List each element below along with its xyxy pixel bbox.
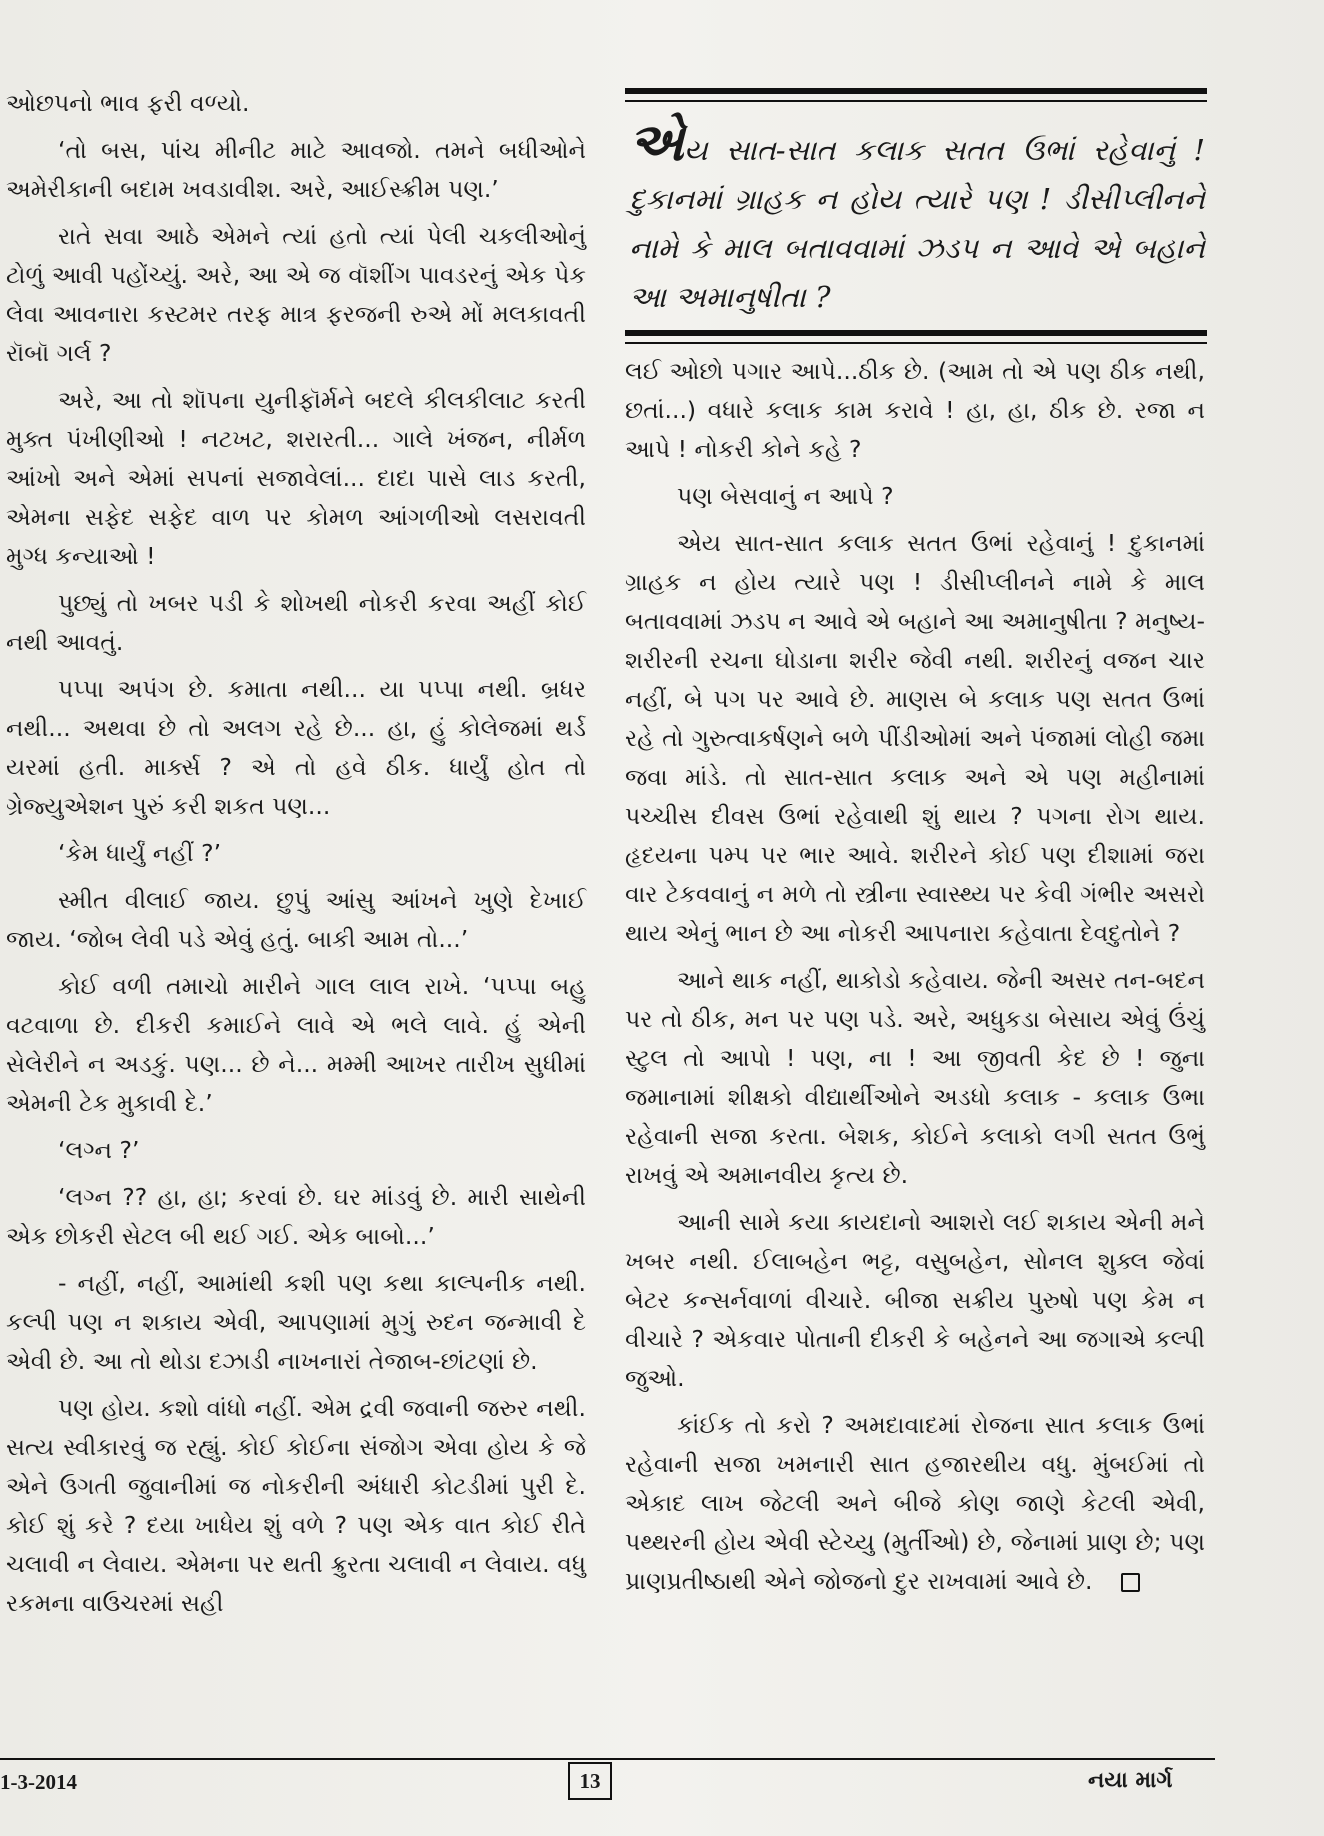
paragraph: લઈ ઓછો પગાર આપે...ઠીક છે. (આમ તો એ પણ ઠીક નથી, છતાં...) વધારે કલાક કામ કરાવે ! હા, હા, ઠીક છે. રજા ન આપે ! નોકરી કોને કહે ? — [625, 357, 1205, 463]
pull-quote-top-rule — [625, 88, 1207, 102]
page-footer — [0, 1752, 1324, 1812]
paragraph: પપ્પા અપંગ છે. કમાતા નથી... યા પપ્પા નથી. બ્રધર નથી... અથવા છે તો અલગ રહે છે... હા, હું કોલેજમાં થર્ડ યરમાં હતી. માર્ક્સ ? એ તો હવે ઠીક. ધાર્યું હોત તો ગ્રેજ્યુએશન પુરું કરી શકત પણ... — [6, 675, 586, 820]
pull-quote-body: ય સાત-સાત કલાક સતત ઉભાં રહેવાનું ! દુકાનમાં ગ્રાહક ન હોય ત્યારે પણ ! ડીસીપ્લીનને નામે કે માલ બતાવવામાં ઝડપ ન આવે એ બહાને આ અમાનુષીતા ? — [629, 133, 1205, 314]
paragraph-text: કાંઈક તો કરો ? અમદાવાદમાં રોજના સાત કલાક ઉભાં રહેવાની સજા ખમનારી સાત હજારથીય વધુ. મુંબઈમાં તો એકાદ લાખ જેટલી અને બીજે કોણ જાણે કેટલી એવી, પથ્થરની હોય એવી સ્ટેચ્યુ (મુર્તીઓ) છે, જેનામાં પ્રાણ છે; પણ પ્રાણપ્રતીષ્ઠાથી એને જોજનો દુર રાખવામાં આવે છે. — [625, 1411, 1205, 1595]
left-column — [6, 84, 586, 1631]
paragraph: ઓછપનો ભાવ ફરી વળ્યો. — [6, 89, 250, 117]
issue-date: 1-3-2014 — [0, 1770, 77, 1794]
magazine-name: નયા માર્ગ — [1088, 1768, 1173, 1793]
paragraph: - નહીં, નહીં, આમાંથી કશી પણ કથા કાલ્પનીક નથી. કલ્પી પણ ન શકાય એવી, આપણામાં મુગું રુદન જન્માવી દે એવી છે. આ તો થોડા દઝાડી નાખનારાં તેજાબ-છાંટણાં છે. — [6, 1269, 586, 1375]
paragraph: ‘તો બસ, પાંચ મીનીટ માટે આવજો. તમને બધીઓને અમેરીકાની બદામ ખવડાવીશ. અરે, આઈસ્ક્રીમ પણ.’ — [6, 136, 586, 203]
paragraph: અરે, આ તો શૉપના યુનીફૉર્મને બદલે કીલકીલાટ કરતી મુક્ત પંખીણીઓ ! નટખટ, શરારતી... ગાલે ખંજન, નીર્મળ આંખો અને એમાં સપનાં સજાવેલાં... દાદા પાસે લાડ કરતી, એમના સફેદ સફેદ વાળ પર કોમળ આંગળીઓ લસરાવતી મુગ્ધ કન્યાઓ ! — [6, 386, 586, 570]
pull-quote-initial: એ — [629, 112, 684, 173]
paragraph: ‘લગ્ન ?’ — [58, 1136, 140, 1164]
pull-quote-bottom-rule — [625, 330, 1207, 344]
paragraph: આને થાક નહીં, થાકોડો કહેવાય. જેની અસર તન-બદન પર તો ઠીક, મન પર પણ પડે. અરે, અધુકડા બેસાય એવું ઉંચું સ્ટુલ તો આપો ! પણ, ના ! આ જીવતી કેદ છે ! જુના જમાનામાં શીક્ષકો વીદ્યાર્થીઓને અડધો કલાક - કલાક ઉભા રહેવાની સજા કરતા. બેશક, કોઈને કલાકો લગી સતત ઉભું રાખવું એ અમાનવીય કૃત્ય છે. — [625, 966, 1205, 1189]
paragraph: ‘લગ્ન ?? હા, હા; કરવાં છે. ઘર માંડવું છે. મારી સાથેની એક છોકરી સેટલ બી થઈ ગઈ. એક બાબો...’ — [6, 1183, 586, 1250]
paragraph: ‘કેમ ધાર્યું નહીં ?’ — [58, 839, 222, 867]
paragraph: રાતે સવા આઠે એમને ત્યાં હતો ત્યાં પેલી ચકલીઓનું ટોળું આવી પહોંચ્યું. અરે, આ એ જ વૉશીંગ પાવડરનું એક પેક લેવા આવનારા કસ્ટમર તરફ માત્ર ફરજની રુએ મોં મલકાવતી રૉબૉ ગર્લ ? — [6, 222, 586, 367]
paragraph: એય સાત-સાત કલાક સતત ઉભાં રહેવાનું ! દુકાનમાં ગ્રાહક ન હોય ત્યારે પણ ! ડીસીપ્લીનને નામે કે માલ બતાવવામાં ઝડપ ન આવે એ બહાને આ અમાનુષીતા ? મનુષ્ય- શરીરની રચના ઘોડાના શરીર જેવી નથી. શરીરનું વજન ચાર નહીં, બે પગ પર આવે છે. માણસ બે કલાક પણ સતત ઉભાં રહે તો ગુરુત્વાકર્ષણને બળે પીંડીઓમાં અને પંજામાં લોહી જમા જવા માંડે. તો સાત-સાત કલાક અને એ પણ મહીનામાં પચ્ચીસ દીવસ ઉભાં રહેવાથી શું થાય ? પગના રોગ થાય. હૃદયના પમ્પ પર ભાર આવે. શરીરને કોઈ પણ દીશામાં જરા વાર ટેકવવાનું ન મળે તો સ્ત્રીના સ્વાસ્થ્ય પર કેવી ગંભીર અસરો થાય એનું ભાન છે આ નોકરી આપનારા કહેવાતા દેવદુતોને ? — [625, 529, 1205, 947]
paragraph: પણ હોય. કશો વાંધો નહીં. એમ દ્રવી જવાની જરુર નથી. સત્ય સ્વીકારવું જ રહ્યું. કોઈ કોઈના સંજોગ એવા હોય કે જે એને ઉગતી જુવાનીમાં જ નોકરીની અંધારી કોટડીમાં પુરી દે. કોઈ શું કરે ? દયા ખાધેય શું વળે ? પણ એક વાત કોઈ રીતે ચલાવી ન લેવાય. એમના પર થતી ક્રુરતા ચલાવી ન લેવાય. વધુ રકમના વાઉચરમાં સહી — [6, 1394, 586, 1617]
page-number: 13 — [568, 1762, 612, 1800]
paragraph: આની સામે કયા કાયદાનો આશરો લઈ શકાય એની મને ખબર નથી. ઈલાબહેન ભટ્ટ, વસુબહેન, સોનલ શુક્લ જેવાં બેટર કન્સર્નવાળાં વીચારે. બીજા સક્રીય પુરુષો પણ કેમ ન વીચારે ? એકવાર પોતાની દીકરી કે બહેનને આ જગાએ કલ્પી જુઓ. — [625, 1208, 1205, 1392]
pull-quote — [625, 88, 1207, 350]
paragraph: પુછ્યું તો ખબર પડી કે શોખથી નોકરી કરવા અહીં કોઈ નથી આવતું. — [6, 589, 586, 656]
paragraph-last — [625, 1406, 1205, 1601]
end-mark-icon — [1121, 1573, 1140, 1592]
paragraph: પણ બેસવાનું ન આપે ? — [677, 482, 894, 510]
paragraph: સ્મીત વીલાઈ જાય. છુપું આંસુ આંખને ખુણે દેખાઈ જાય. ‘જોબ લેવી પડે એવું હતું. બાકી આમ તો...’ — [6, 886, 586, 953]
right-column — [625, 352, 1205, 1609]
paragraph: કોઈ વળી તમાચો મારીને ગાલ લાલ રાખે. ‘પપ્પા બહુ વટવાળા છે. દીકરી કમાઈને લાવે એ ભલે લાવે. હું એની સેલેરીને ન અડકું. પણ... છે ને... મમ્મી આખર તારીખ સુધીમાં એમની ટેક મુકાવી દે.’ — [6, 972, 586, 1117]
footer-rule — [0, 1758, 1215, 1760]
pull-quote-text — [629, 112, 1205, 322]
